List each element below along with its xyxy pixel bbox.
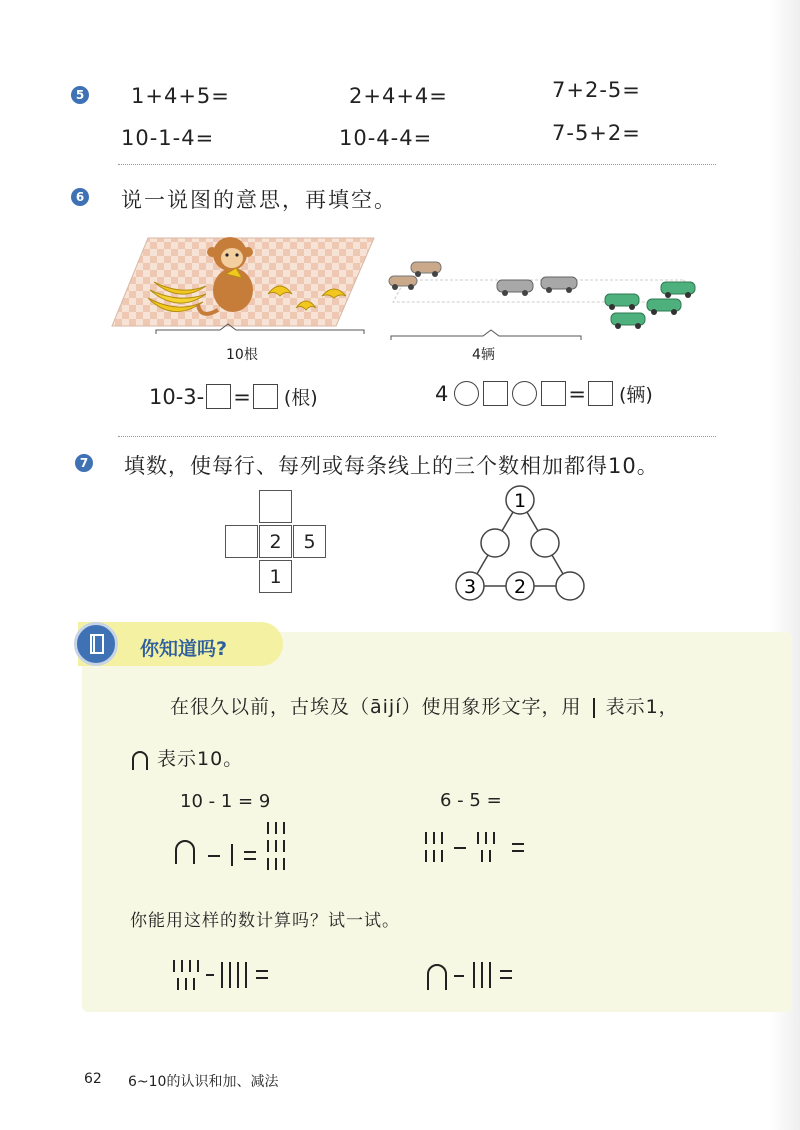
section-7-badge xyxy=(75,454,93,472)
cross-bottom-value: 1 xyxy=(269,565,282,588)
car-icon xyxy=(647,299,681,315)
answer-box[interactable] xyxy=(483,381,508,406)
answer-box[interactable] xyxy=(541,381,566,406)
section-6-number: 6 xyxy=(75,190,85,204)
glyph-seven-icon xyxy=(174,960,198,990)
section-5-badge xyxy=(71,86,89,104)
glyph-ten-icon xyxy=(428,965,446,990)
intro-text-c: 表示10。 xyxy=(157,748,244,770)
right-caption: 4辆 xyxy=(472,347,495,363)
intro-text-b: 表示1， xyxy=(605,696,679,718)
tri-bottom-left-value: 3 xyxy=(463,576,477,598)
eq-5-2: 2+4+4= xyxy=(349,84,448,108)
cross-cell-right xyxy=(293,525,326,558)
intro-line-2 xyxy=(130,744,243,771)
cross-cell-left[interactable] xyxy=(225,525,258,558)
cross-cell-bottom xyxy=(259,560,292,593)
divider-6 xyxy=(118,436,716,437)
car-icon xyxy=(497,280,533,296)
chapter-title: 6~10的认识和加、减法 xyxy=(128,1074,279,1090)
cross-center-value: 2 xyxy=(269,530,282,553)
answer-box[interactable] xyxy=(206,384,231,409)
divider-5 xyxy=(118,164,716,165)
answer-box[interactable] xyxy=(588,381,613,406)
operator-circle[interactable] xyxy=(454,381,479,406)
car-icon xyxy=(389,276,417,290)
eq-5-1: 1+4+5= xyxy=(131,84,230,108)
glyph-one-icon xyxy=(593,698,595,718)
intro-line-1 xyxy=(170,692,679,719)
cross-right-value: 5 xyxy=(303,530,316,553)
number-triangle xyxy=(450,480,595,608)
practice-2-glyphs xyxy=(424,958,534,994)
left-eq-equals: = xyxy=(233,384,251,409)
answer-box[interactable] xyxy=(253,384,278,409)
left-fill-equation xyxy=(149,383,318,410)
right-fill-equation xyxy=(435,380,653,407)
example-2-label: 6 - 5 = xyxy=(440,790,502,811)
tri-node-left-mid[interactable] xyxy=(481,529,509,557)
right-eq-equals: = xyxy=(568,381,586,406)
example-1-glyphs xyxy=(172,818,302,878)
section-6-title: 说一说图的意思，再填空。 xyxy=(121,188,397,212)
car-icon xyxy=(411,262,441,277)
glyph-six-icon xyxy=(426,832,442,862)
parking-illustration xyxy=(385,252,705,340)
eq-5-3: 7+2-5= xyxy=(552,78,641,102)
picnic-illustration xyxy=(108,228,378,334)
example-2-glyphs xyxy=(422,828,542,868)
glyph-three-icon xyxy=(474,962,490,988)
tri-top-value: 1 xyxy=(513,490,527,512)
right-eq-unit: (辆) xyxy=(618,384,653,406)
tri-bottom-mid-value: 2 xyxy=(513,576,527,598)
section-5-number: 5 xyxy=(75,88,85,102)
right-eq-prefix: 4 xyxy=(435,381,449,406)
knowledge-title: 你知道吗? xyxy=(140,638,228,660)
example-1-label: 10 - 1 = 9 xyxy=(180,791,271,812)
glyph-ten-icon xyxy=(176,841,194,864)
left-eq-prefix: 10-3- xyxy=(149,384,205,409)
eq-5-5: 10-4-4= xyxy=(339,126,433,150)
book-icon xyxy=(74,622,118,666)
car-icon xyxy=(661,282,695,298)
tri-node-bottom-right[interactable] xyxy=(556,572,584,600)
left-caption: 10根 xyxy=(226,347,258,363)
cross-cell-center xyxy=(259,525,292,558)
glyph-five-icon xyxy=(478,832,494,862)
eq-5-4: 10-1-4= xyxy=(121,126,215,150)
section-7-title: 填数，使每行、每列或每条线上的三个数相加都得10。 xyxy=(124,454,659,478)
practice-1-glyphs xyxy=(170,958,290,994)
glyph-ten-icon xyxy=(130,749,150,771)
try-prompt: 你能用这样的数计算吗？试一试。 xyxy=(130,911,400,931)
cross-cell-top[interactable] xyxy=(259,490,292,523)
left-eq-unit: (根) xyxy=(283,387,318,409)
operator-circle[interactable] xyxy=(512,381,537,406)
section-7-number: 7 xyxy=(79,456,89,470)
glyph-nine-icon xyxy=(268,822,284,870)
car-icon xyxy=(605,294,639,310)
glyph-four-icon xyxy=(222,962,246,988)
car-icon xyxy=(541,277,577,293)
page-number: 62 xyxy=(84,1071,102,1087)
section-6-badge xyxy=(71,188,89,206)
tri-node-right-mid[interactable] xyxy=(531,529,559,557)
car-icon xyxy=(611,313,645,329)
eq-5-6: 7-5+2= xyxy=(552,121,641,145)
intro-text-a: 在很久以前，古埃及（āijí）使用象形文字，用 xyxy=(170,696,582,718)
right-brace xyxy=(391,330,581,340)
